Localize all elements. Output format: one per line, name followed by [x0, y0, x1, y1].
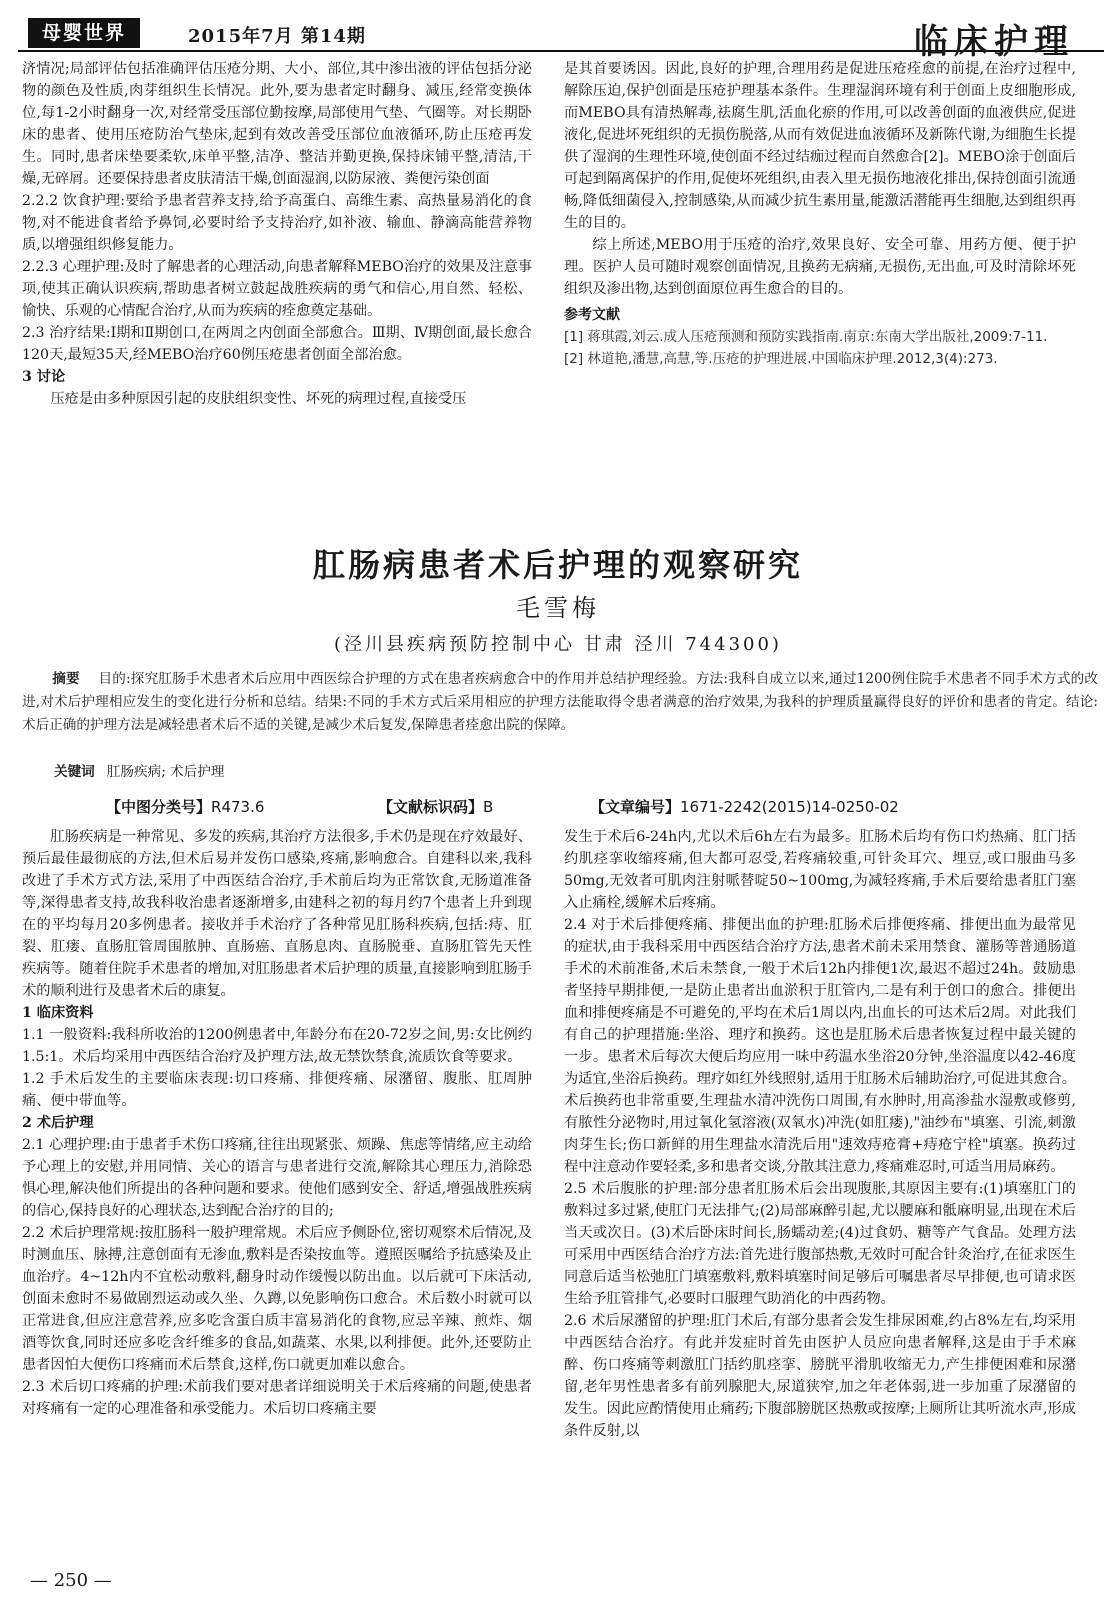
section-heading: 2 术后护理 [22, 1115, 94, 1131]
article-number: 【文章编号】1671-2242(2015)14-0250-02 [590, 798, 899, 816]
abstract-label: 摘要 [52, 671, 80, 687]
section-heading: 1 临床资料 [22, 1005, 94, 1021]
paragraph: 综上所述,MEBO用于压疮的治疗,效果良好、安全可靠、用药方便、便于护理。医护人员可随时观察创面情况,且换药无病痛,无损伤,无出血,可及时清除坏死组织及渗出物,达到创面原位再生愈合的目的。 [564, 237, 1076, 297]
body-left-column [22, 826, 532, 1420]
clc-number: 【中图分类号】R473.6 [106, 798, 265, 816]
paragraph: 是其首要诱因。因此,良好的护理,合理用药是促进压疮痊愈的前提,在治疗过程中,解除压迫,保护创面是压疮护理基本条件。生理湿润环境有利于创面上皮细胞形成,而MEBO具有清热解毒,祛腐生肌,活血化瘀的作用,可以改善创面的血液供应,促进液化,促进坏死组织的无损伤脱落,从而有效促进血液循环及新陈代谢,为细胞生长提供了湿润的生理性环境,使创面不经过结痂过程而自然愈合[2]。MEBO涂于创面后可起到隔离保护的作用,促使坏死组织,由表入里无损伤地液化排出,保持创面引流通畅,降低细菌侵入,控制感染,从而减少抗生素用量,能激活潜能再生细胞,达到组织再生的目的。 [564, 61, 1076, 231]
section-title: 临床护理 [914, 22, 1074, 62]
paragraph: 2.2.3 心理护理:及时了解患者的心理活动,向患者解释MEBO治疗的效果及注意事项,使其正确认识疾病,帮助患者树立鼓起战胜疾病的勇气和信心,用自然、轻松、愉快、乐观的心情配合治疗,从而为疾病的痊愈奠定基础。 [22, 259, 532, 319]
paragraph: 2.2 术后护理常规:按肛肠科一般护理常规。术后应予侧卧位,密切观察术后情况,及时测血压、脉搏,注意创面有无渗血,敷料是否染按血等。遵照医嘱给予抗感染及止血治疗。4~12h内不宜松动敷料,翻身时动作缓慢以防出血。以后就可下床活动,创面未愈时不易做剧烈运动或久坐、久蹲,以免影响伤口愈合。术后数小时就可以正常进食,但应注意营养,应多吃含蛋白质丰富易消化的食物,应忌辛辣、煎炸、烟酒等饮食,同时还应多吃含纤维多的食品,如蔬菜、水果,以利排便。此外,还要防止患者因怕大便伤口疼痛而术后禁食,这样,伤口就更加难以愈合。 [22, 1225, 532, 1373]
paragraph: 2.2.2 饮食护理:要给予患者营养支持,给予高蛋白、高维生素、高热量易消化的食物,对不能进食者给予鼻饲,必要时给予支持治疗,如补液、输血、静滴高能营养物质,以增强组织修复能力。 [22, 193, 532, 253]
abstract [22, 668, 1098, 737]
paragraph: 发生于术后6-24h内,尤以术后6h左右为最多。肛肠术后均有伤口灼热痛、肛门括约肌痉挛收缩疼痛,但大都可忍受,若疼痛较重,可针灸耳穴、埋豆,或口服曲马多50mg,无效者可肌肉注射哌替啶50~100mg,为减轻疼痛,手术后要给患者肛门塞入止痛栓,缓解术后疼痛。 [564, 829, 1076, 911]
page-header [18, 14, 1104, 62]
paragraph: 压疮是由多种原因引起的皮肤组织变性、坏死的病理过程,直接受压 [50, 391, 467, 407]
journal-brand: 母婴世界 [28, 18, 140, 48]
body-right-column [564, 826, 1076, 1442]
top-right-column [564, 58, 1076, 370]
article-author: 毛雪梅 [516, 594, 600, 622]
issue-info: 2015年7月 第14期 [188, 26, 366, 47]
paragraph: 2.5 术后腹胀的护理:部分患者肛肠术后会出现腹胀,其原因主要有:(1)填塞肛门的敷料过多过紧,使肛门无法排气;(2)局部麻醉引起,尤以腰麻和骶麻明显,出现在术后当天或次日。(3)术后卧床时间长,肠蠕动差;(4)过食奶、糖等产气食品。处理方法可采用中西医结合治疗方法:首先进行腹部热敷,无效时可配合针灸治疗,在征求医生同意后适当松弛肛门填塞敷料,敷料填塞时间足够后可嘱患者尽早排便,也可请求医生给予肛管排气,必要时口服理气助消化的中西药物。 [564, 1181, 1076, 1307]
paragraph: 2.6 术后尿潴留的护理:肛门术后,有部分患者会发生排尿困难,约占8%左右,均采用中西医结合治疗。有此并发症时首先由医护人员应向患者解释,这是由于手术麻醉、伤口疼痛等刺激肛门括约肌痉挛、膀胱平滑肌收缩无力,产生排便困难和尿潴留,老年男性患者多有前列腺肥大,尿道狭窄,加之年老体弱,进一步加重了尿潴留的发生。因此应酌情使用止痛药;下腹部膀胱区热敷或按摩;上厕所让其听流水声,形成条件反射,以 [564, 1313, 1076, 1439]
document-code: 【文献标识码】B [378, 798, 494, 816]
abstract-text: 目的:探究肛肠手术患者术后应用中西医综合护理的方式在患者疾病愈合中的作用并总结护理经验。方法:我科自成立以来,通过1200例住院手术患者不同手术方式的改进,对术后护理相应发生的变化进行分析和总结。结果:不同的手术方式后采用相应的护理方法能取得令患者满意的治疗效果,为我科的护理质量赢得良好的评价和患者的肯定。结论:术后正确的护理方法是减轻患者术后不适的关键,是减少术后复发,保障患者痊愈出院的保障。 [22, 671, 1098, 733]
section-heading: 3 讨论 [22, 369, 66, 385]
keywords [54, 760, 224, 780]
author-affiliation: (泾川县疾病预防控制中心 甘肃 泾川 744300) [334, 634, 782, 655]
reference-item: [1] 蒋琪霞,刘云.成人压疮预测和预防实践指南.南京:东南大学出版社,2009:7-11. [564, 329, 1048, 345]
page-number: — 250 — [30, 1570, 112, 1591]
article-title: 肛肠病患者术后护理的观察研究 [312, 546, 803, 584]
references-heading: 参考文献 [564, 307, 620, 323]
reference-item: [2] 林道艳,潘慧,高慧,等.压疮的护理进展.中国临床护理.2012,3(4):273. [564, 351, 998, 367]
paragraph: 2.3 治疗结果:Ⅰ期和Ⅱ期创口,在两周之内创面全部愈合。Ⅲ期、Ⅳ期创面,最长愈合120天,最短35天,经MEBO治疗60例压疮患者创面全部治愈。 [22, 325, 532, 363]
keywords-text: 肛肠疾病; 术后护理 [106, 764, 225, 780]
paragraph: 1.2 手术后发生的主要临床表现:切口疼痛、排便疼痛、尿潴留、腹胀、肛周肿痛、便中带血等。 [22, 1071, 532, 1109]
paragraph: 肛肠疾病是一种常见、多发的疾病,其治疗方法很多,手术仍是现在疗效最好、预后最佳最彻底的方法,但术后易并发伤口感染,疼痛,影响愈合。自建科以来,我科改进了手术方式方法,采用了中西医结合治疗,手术前后均为正常饮食,无肠道准备等,深得患者支持,故我科收治患者逐渐增多,由建科之初的每月约7个患者上升到现在的平均每月20多例患者。接收并手术治疗了各种常见肛肠科疾病,包括:痔、肛裂、肛瘘、直肠肛管周围脓肿、直肠癌、直肠息肉、直肠脱垂、直肠肛管先天性疾病等。随着住院手术患者的增加,对肛肠患者术后护理的质量,直接影响到肛肠手术的顺利进行及患者术后的康复。 [22, 829, 532, 999]
top-left-column [22, 58, 532, 410]
paragraph: 2.1 心理护理:由于患者手术伤口疼痛,往往出现紧张、烦躁、焦虑等情绪,应主动给予心理上的安慰,并用同情、关心的语言与患者进行交流,解除其心理压力,消除恐惧心理,解决他们所提出的各种问题和要求。使他们感到安全、舒适,增强战胜疾病的信心,保持良好的心理状态,达到配合治疗的目的; [22, 1137, 532, 1219]
paragraph: 1.1 一般资料:我科所收治的1200例患者中,年龄分布在20-72岁之间,男:女比例约1.5:1。术后均采用中西医结合治疗及护理方法,故无禁饮禁食,流质饮食等要求。 [22, 1027, 532, 1065]
paragraph: 2.4 对于术后排便疼痛、排便出血的护理:肛肠术后排便疼痛、排便出血为最常见的症状,由于我科采用中西医结合治疗方法,患者术前未采用禁食、灌肠等普通肠道手术的术前准备,术后未禁食,一般于术后12h内排便1次,最迟不超过24h。鼓励患者坚持早期排便,一是防止患者出血淤积于肛管内,二是有利于创口的愈合。排便出血和排便疼痛是不可避免的,平均在术后1周以内,出血长的可达术后2周。对此我们有自己的护理措施:坐浴、理疗和换药。这也是肛肠术后患者恢复过程中最关键的一步。患者术后每次大便后均应用一味中药温水坐浴20分钟,坐浴温度以42-46度为适宜,坐浴后换药。理疗如红外线照射,适用于肛肠术后辅助治疗,可促进其愈合。术后换药也非常重要,生理盐水清冲洗伤口周围,有水肿时,用高渗盐水湿敷或修剪,有脓性分泌物时,用过氧化氢溶液(双氧水)冲洗(如肛瘘),"油纱布"填塞、引流,刺激肉芽生长;伤口新鲜的用生理盐水清洗后用"速效痔疮膏+痔疮宁栓"填塞。换药过程中注意动作要轻柔,多和患者交谈,分散其注意力,疼痛难忍时,可适当用局麻药。 [564, 917, 1076, 1175]
paragraph: 2.3 术后切口疼痛的护理:术前我们要对患者详细说明关于术后疼痛的问题,使患者对疼痛有一定的心理准备和承受能力。术后切口疼痛主要 [22, 1379, 532, 1417]
keywords-label: 关键词 [54, 764, 95, 780]
paragraph: 济情况;局部评估包括准确评估压疮分期、大小、部位,其中渗出液的评估包括分泌物的颜色及性质,肉芽组织生长情况。此外,要为患者定时翻身、减压,经常变换体位,每1-2小时翻身一次,对经常受压部位勤按摩,局部使用气垫、气圈等。对长期卧床的患者、使用压疮防治气垫床,起到有效改善受压部位血液循环,防止压疮再发生。同时,患者床垫要柔软,床单平整,洁净、整洁并勤更换,保持床铺平整,清洁,干燥,无碎屑。还要保持患者皮肤清洁干燥,创面湿润,以防尿液、粪便污染创面 [22, 61, 532, 187]
